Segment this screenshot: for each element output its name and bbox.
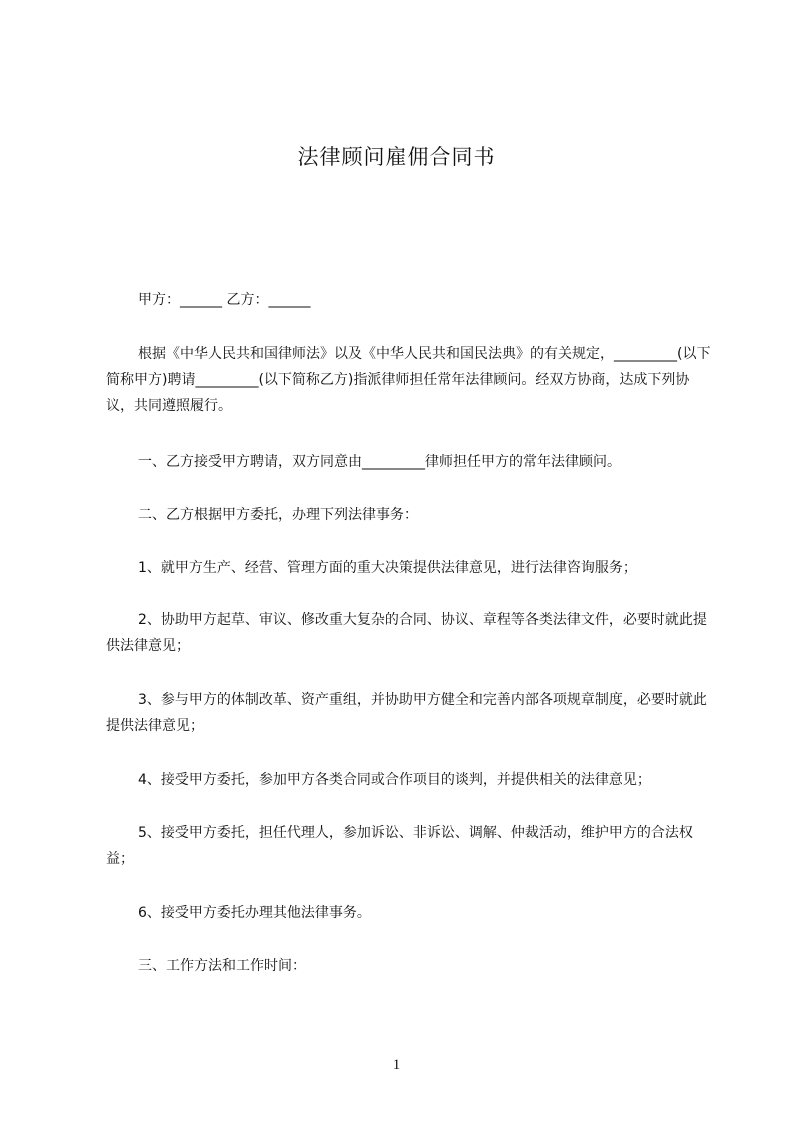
clause-2-item-5: 5、接受甲方委托，担任代理人，参加诉讼、非诉讼、调解、仲裁活动，维护甲方的合法权益；: [106, 825, 693, 867]
clause-1: 一、乙方接受甲方聘请，双方同意由_________律师担任甲方的常年法律顾问。: [138, 454, 621, 470]
clause-2-item-6: 6、接受甲方委托办理其他法律事务。: [138, 905, 371, 921]
document-title: 法律顾问雇佣合同书: [297, 145, 496, 169]
parties-line: 甲方：______ 乙方：______: [138, 292, 311, 308]
preamble-paragraph: 根据《中华人民共和国律师法》以及《中华人民共和国民法典》的有关规定，_________(以下简称甲方)聘请_________(以下简称乙方)指派律师担任常年法律顾问。经双方协商，达成下列协议，共同遵照履行。: [106, 346, 711, 414]
clause-2-item-3: 3、参与甲方的体制改革、资产重组，并协助甲方健全和完善内部各项规章制度，必要时就此提供法律意见；: [106, 692, 707, 734]
clause-2-item-4: 4、接受甲方委托，参加甲方各类合同或合作项目的谈判，并提供相关的法律意见；: [138, 772, 651, 788]
clause-2-item-2: 2、协助甲方起草、审议、修改重大复杂的合同、协议、章程等各类法律文件，必要时就此提供法律意见；: [106, 612, 707, 654]
clause-2-item-1: 1、就甲方生产、经营、管理方面的重大决策提供法律意见，进行法律咨询服务；: [138, 560, 637, 576]
clause-2: 二、乙方根据甲方委托，办理下列法律事务：: [138, 507, 418, 523]
clause-3: 三、工作方法和工作时间：: [138, 958, 306, 974]
page-number: 1: [392, 1057, 401, 1073]
